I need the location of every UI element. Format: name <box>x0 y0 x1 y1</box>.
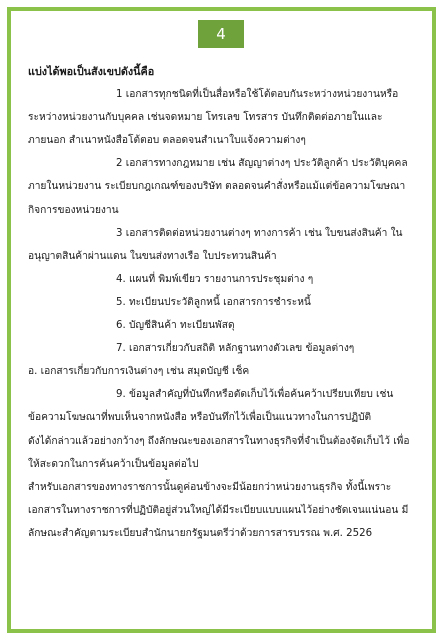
paragraph-4: 4. แผนที่ พิมพ์เขียว รายงานการประชุมต่าง ๆ <box>116 273 314 285</box>
paragraph-11: สำหรับเอกสารของทางราชการนั้นดูค่อนข้างจะมีน้อยกว่าหน่วยงานธุรกิจ ทั้งนี้เพราะเอกสารในทางราชการที่ปฏิบัติอยู่ส่วนใหญ่ได้มีระเบียบแบบแผนไว้อย่างชัดเจนแน่นอน มีลักษณะสำคัญตามระเบียบสำนักนายกรัฐมนตรีว่าด้วยการสารบรรณ พ.ศ. 2526 <box>28 481 409 539</box>
paragraph-6: 6. บัญชีสินค้า ทะเบียนพัสดุ <box>116 320 235 332</box>
paragraph-7: 7. เอกสารเกี่ยวกับสถิติ หลักฐานทางตัวเลข ข้อมูลต่างๆ <box>116 343 355 355</box>
paragraph-8: อ. เอกสารเกี่ยวกับการเงินต่างๆ เช่น สมุดบัญชี เช็ค <box>28 366 250 378</box>
paragraph-10: ดังได้กล่าวแล้วอย่างกว้างๆ ถึงลักษณะของเอกสารในทางธุรกิจที่จำเป็นต้องจัดเก็บไว้ เพื่อให้สะดวกในการค้นคว้าเป็นข้อมูลต่อไป <box>28 435 410 470</box>
document-body <box>28 60 420 545</box>
paragraph-9: 9. ข้อมูลสำคัญที่บันทึกหรือตัดเก็บไว้เพื่อค้นคว้าเปรียบเทียบ เช่น ข้อความโฆษณาที่พบเห็นจากหนังสือ หรือบันทึกไว้เพื่อเป็นแนวทางในการปฏิบัติ <box>28 389 394 424</box>
paragraph-5: 5. ทะเบียนประวัติลูกหนี้ เอกสารการชำระหนี้ <box>116 296 311 308</box>
section-heading: แบ่งได้พอเป็นสังเขปดังนี้คือ <box>28 65 155 78</box>
paragraph-2: 2 เอกสารทางกฎหมาย เช่น สัญญาต่างๆ ประวัติลูกค้า ประวัติบุคคลภายในหน่วยงาน ระเบียบกฎเกณฑ์ของบริษัท ตลอดจนคำสั่งหรือแม้แต่ข้อความโฆษณากิจการของหน่วยงาน <box>28 158 408 216</box>
paragraph-1: 1 เอกสารทุกชนิดที่เป็นสื่อหรือใช้โต้ตอบกันระหว่างหน่วยงานหรือระหว่างหน่วยงานกับบุคคล เช่นจดหมาย โทรเลข โทรสาร บันทึกติดต่อภายในและภายนอก สำเนาหนังสือโต้ตอบ ตลอดจนสำเนาใบแจ้งความต่างๆ <box>28 89 399 147</box>
page-number-badge: 4 <box>198 20 244 48</box>
paragraph-3: 3 เอกสารติดต่อหน่วยงานต่างๆ ทางการค้า เช่น ใบขนส่งสินค้า ในอนุญาตสินค้าผ่านแดน ในขนส่งทางเรือ ใบประทวนสินค้า <box>28 227 403 262</box>
